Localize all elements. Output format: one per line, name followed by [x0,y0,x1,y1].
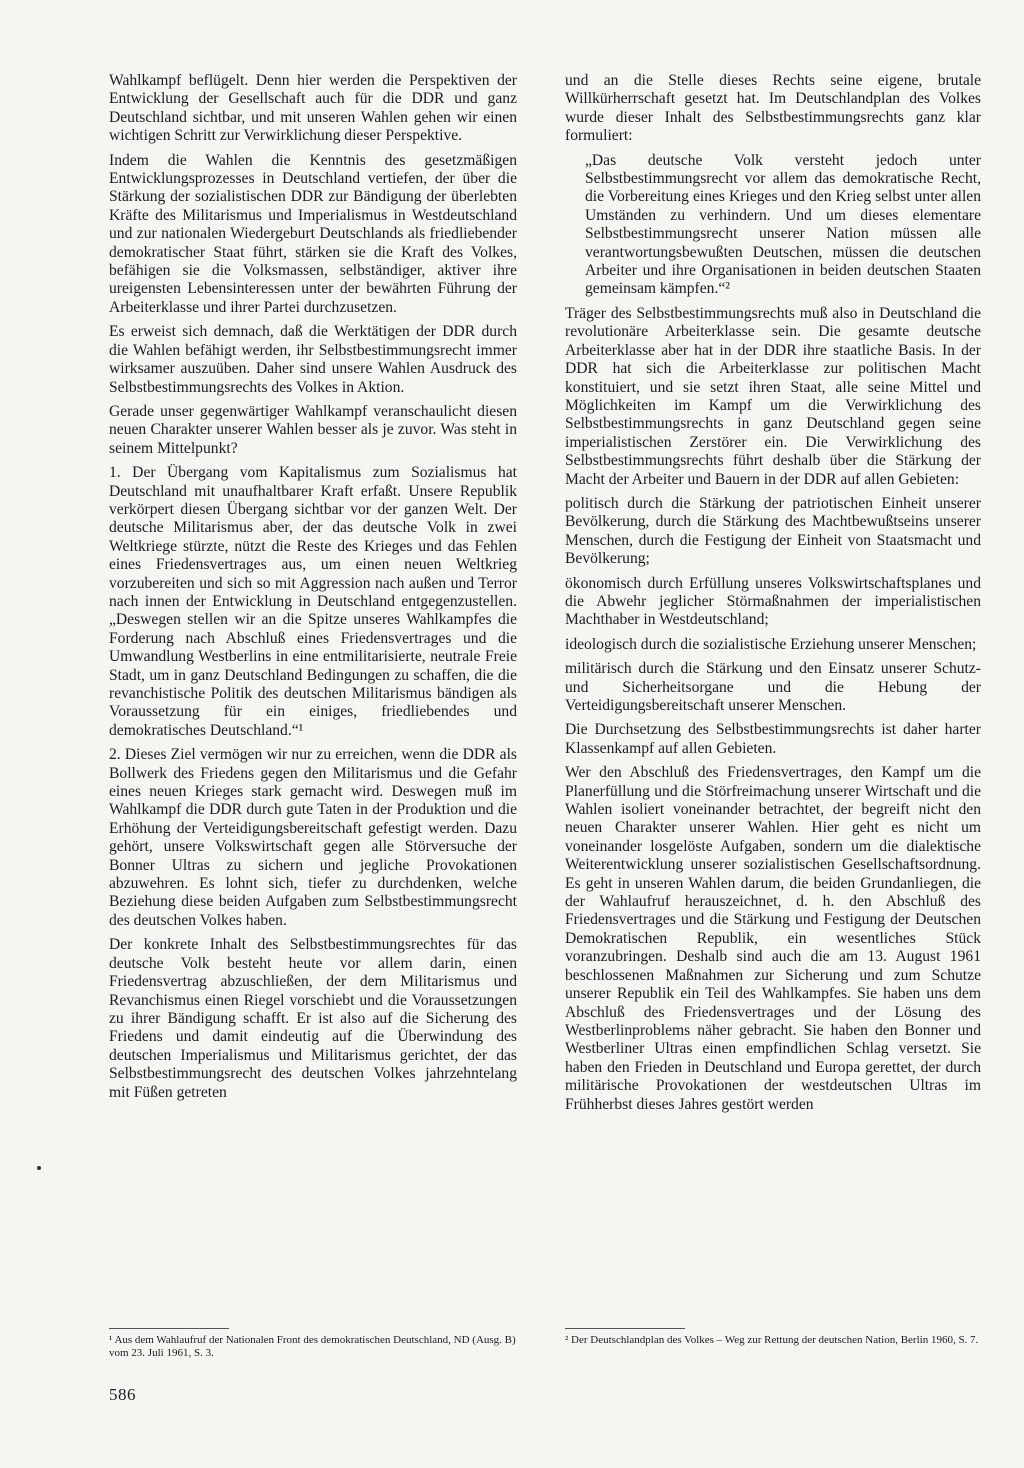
paragraph: Gerade unser gegenwärtiger Wahlkampf veranschaulicht diesen neuen Charakter unserer Wahlen besser als je zuvor. Was steht in seinem Mittelpunkt? [109,402,517,457]
scan-speck [37,1166,41,1170]
list-item: militärisch durch die Stärkung und den Einsatz unserer Schutz- und Sicherheitsorgane und die Hebung der Verteidigungsbereitschaft unserer Menschen. [565,660,981,714]
paragraph: Der konkrete Inhalt des Selbstbestimmungsrechtes für das deutsche Volk besteht heute vor allem darin, einen Friedensvertrag abzuschließen, der dem Militarismus und Revanchismus einen Riegel vorschiebt und die Voraussetzungen zu ihrer Bändigung schafft. Er ist also auf die Sicherung des Friedens und damit eindeutig auf die Überwindung des deutschen Imperialismus und Militarismus gerichtet, der das Selbstbestimmungsrecht des deutschen Volkes jahrzehntelang mit Füßen getreten [109,936,517,1101]
left-column [109,72,517,1108]
list-item: politisch durch die Stärkung der patriotischen Einheit unserer Bevölkerung, durch die Stärkung des Machtbewußtseins unserer Menschen, durch die Festigung der Einheit von Staatsmacht und Bevölkerung; [565,494,981,568]
block-quote: „Das deutsche Volk versteht jedoch unter Selbstbestimmungsrecht vor allem das demokratische Recht, die Vorbereitung eines Krieges und den Krieg selbst unter allen Umständen zu verhindern. Und um dieses elementare Selbstbestimmungsrecht unserer Nation müssen alle verantwortungsbewußten Deutschen, müssen die deutschen Arbeiter und ihre Organisationen in beiden deutschen Staaten gemeinsam kämpfen.“² [585,151,981,298]
paragraph: Wer den Abschluß des Friedensvertrages, den Kampf um die Planerfüllung und die Störfreimachung unserer Wirtschaft und die Wahlen isoliert voneinander betrachtet, der begreift nicht den neuen Charakter unserer Wahlen. Hier geht es nicht um voneinander losgelöste Aufgaben, sondern um die dialektische Weiterentwicklung unserer sozialistischen Gesellschaftsordnung. Es geht in unseren Wahlen darum, die beiden Grundanliegen, die der Wahlaufruf herauszeichnet, d. h. den Abschluß des Friedensvertrages und die Stärkung und Festigung der Deutschen Demokratischen Republik, ein wesentliches Stück voranzubringen. Deshalb sind auch die am 13. August 1961 beschlossenen Maßnahmen zur Sicherung und zum Schutze unserer Republik ein Teil des Wahlkampfes. Sie haben uns dem Abschluß des Friedensvertrages und der Lösung des Westberlinproblems näher gebracht. Sie haben den Bonner und Westberliner Ultras einen empfindlichen Schlag versetzt. Sie haben den Frieden in Deutschland und Europa gerettet, der durch militärische Provokationen der westdeutschen Ultras im Frühherbst dieses Jahres gestört werden [565,764,981,1113]
page-number: 586 [109,1385,136,1404]
paragraph: Die Durchsetzung des Selbstbestimmungsrechts ist daher harter Klassenkampf auf allen Gebieten. [565,721,981,757]
paragraph: 1. Der Übergang vom Kapitalismus zum Sozialismus hat Deutschland mit unaufhaltbarer Kraft erfaßt. Unsere Republik verkörpert diesen Übergang sichtbar vor der ganzen Welt. Der deutsche Militarismus aber, der das deutsche Volk in zwei Weltkriege stürzte, nützt die Reste des Krieges und das Fehlen eines Friedensvertrages aus, um einen neuen Weltkrieg vorzubereiten und sich so mit Aggression nach außen und Terror nach innen der Entwicklung in Deutschland entgegenzustellen. „Deswegen stellen wir an die Spitze unseres Wahlkampfes die Forderung nach Abschluß eines Friedensvertrages und die Umwandlung Westberlins in eine entmilitarisierte, neutrale Freie Stadt, um in ganz Deutschland Bedingungen zu schaffen, die die revanchistische Politik des deutschen Militarismus bändigen als Voraussetzung für ein einiges, friedliebendes und demokratisches Deutschland.“¹ [109,464,517,739]
paragraph: Indem die Wahlen die Kenntnis des gesetzmäßigen Entwicklungsprozesses in Deutschland vertiefen, der über die Stärkung der sozialistischen DDR zur Bändigung der überlebten Kräfte des Militarismus und Imperialismus in Westdeutschland und zur nationalen Wiedergeburt Deutschlands als friedliebender demokratischer Staat führt, stärken sie die Kraft des Volkes, befähigen sie die Volksmassen, selbständiger, aktiver ihre ureigensten Lebensinteressen unter der bewährten Führung der Arbeiterklasse und ihrer Partei durchzusetzen. [109,151,517,316]
footnote-right: ² Der Deutschlandplan des Volkes – Weg zur Rettung der deutschen Nation, Berlin 1960, S. 7. [565,1334,979,1346]
right-column [565,72,981,1120]
paragraph: Wahlkampf beflügelt. Denn hier werden die Perspektiven der Entwicklung der Gesellschaft auch für die DDR und ganz Deutschland sichtbar, und mit unseren Wahlen gehen wir einen wichtigen Schritt zur Verwirklichung dieser Perspektive. [109,72,517,145]
paragraph: und an die Stelle dieses Rechts seine eigene, brutale Willkürherrschaft gesetzt hat. Im Deutschlandplan des Volkes wurde dieser Inhalt des Selbstbestimmungsrechts ganz klar formuliert: [565,72,981,145]
footnote-divider [565,1328,685,1329]
paragraph: Es erweist sich demnach, daß die Werktätigen der DDR durch die Wahlen befähigt werden, ihr Selbstbestimmungsrecht immer wirksamer auszuüben. Daher sind unsere Wahlen Ausdruck des Selbstbestimmungsrechts des Volkes in Aktion. [109,323,517,396]
paragraph: Träger des Selbstbestimmungsrechts muß also in Deutschland die revolutionäre Arbeiterklasse sein. Die gesamte deutsche Arbeiterklasse aber hat in der DDR ihre staatliche Basis. In der DDR hat sich die Arbeiterklasse zur politischen Macht konstituiert, und sie setzt ihren Staat, alle seine Mittel und Möglichkeiten im Kampf um die Verwirklichung des Selbstbestimmungsrechts in ganz Deutschland gegen seine imperialistischen Zerstörer ein. Die Verwirklichung des Selbstbestimmungsrechts führt deshalb über die Stärkung der Macht der Arbeiter und Bauern in der DDR auf allen Gebieten: [565,304,981,488]
paragraph: 2. Dieses Ziel vermögen wir nur zu erreichen, wenn die DDR als Bollwerk des Friedens gegen den Militarismus und die Gefahr eines neuen Krieges stark gemacht wird. Deswegen muß im Wahlkampf die DDR durch gute Taten in der Produktion und die Erhöhung der Verteidigungsbereitschaft gefestigt werden. Dazu gehört, unsere Volkswirtschaft gegen alle Störversuche der Bonner Ultras zu sichern und jegliche Provokationen abzuwehren. Es lohnt sich, tiefer zu durchdenken, welche Beziehung diese beiden Aufgaben zum Selbstbestimmungsrecht des deutschen Volkes haben. [109,746,517,929]
footnote-left: ¹ Aus dem Wahlaufruf der Nationalen Front des demokratischen Deutschland, ND (Ausg. B) vom 23. Juli 1961, S. 3. [109,1334,516,1359]
list-item: ideologisch durch die sozialistische Erziehung unserer Menschen; [565,635,977,653]
list-item: ökonomisch durch Erfüllung unseres Volkswirtschaftsplanes und die Abwehr jeglicher Störmaßnahmen der imperialistischen Machthaber in Westdeutschland; [565,574,981,629]
footnote-divider [109,1328,229,1329]
